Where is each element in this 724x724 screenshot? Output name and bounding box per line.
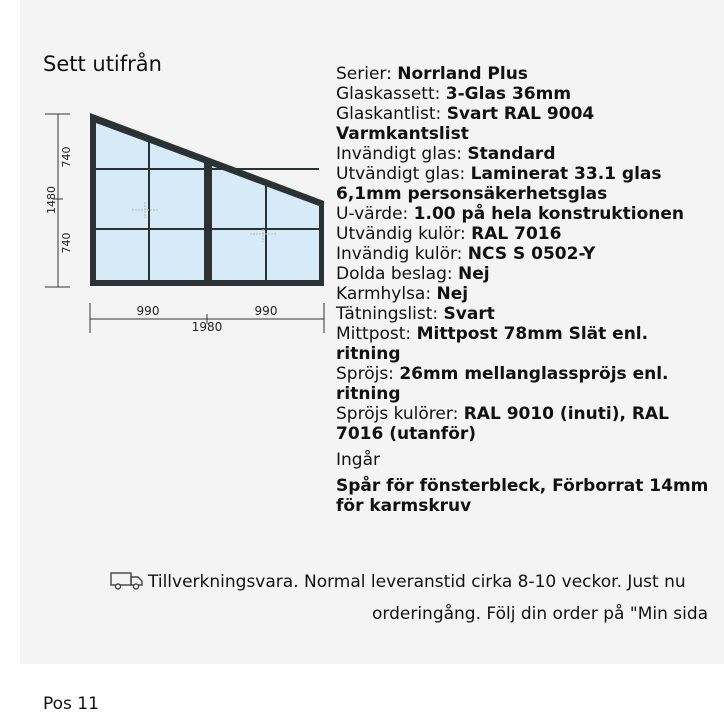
spec-row <box>336 104 716 144</box>
spec-row <box>336 164 716 204</box>
spec-value: Svart <box>443 304 495 324</box>
delivery-line-2: orderingång. Följ din order på "Min sida <box>372 604 709 624</box>
spec-label: Invändig kulör: <box>336 244 468 264</box>
center-post <box>204 160 212 286</box>
spec-value: RAL 7016 <box>471 224 562 244</box>
spec-label: Karmhylsa: <box>336 284 437 304</box>
height-top-label: 740 <box>60 146 73 168</box>
spec-value: Norrland Plus <box>397 64 528 84</box>
included-title: Ingår <box>336 450 380 470</box>
spec-row <box>336 364 716 404</box>
spec-label: Serier: <box>336 64 398 84</box>
spec-label: Tätningslist: <box>336 304 444 324</box>
spec-row <box>336 204 716 224</box>
spec-row <box>336 224 716 244</box>
delivery-truck-icon <box>110 570 144 590</box>
spec-value: NCS S 0502-Y <box>467 244 596 264</box>
spec-value: Nej <box>436 284 469 304</box>
height-bottom-label: 740 <box>60 232 73 254</box>
delivery-notice <box>110 566 708 630</box>
window-drawing <box>40 100 330 340</box>
spec-label: Utvändig kulör: <box>336 224 472 244</box>
spec-label: Spröjs kulörer: <box>336 404 464 424</box>
position-label: Pos 11 <box>43 694 99 714</box>
width-total-label: 1980 <box>191 320 223 334</box>
height-total-label: 1480 <box>45 186 58 214</box>
window-frame <box>90 113 324 286</box>
spec-label: Mittpost: <box>336 324 417 344</box>
spec-label: Utvändigt glas: <box>336 164 471 184</box>
spec-label: Invändigt glas: <box>336 144 468 164</box>
spec-value: RAL 9010 (inuti), RAL 7016 (utanför) <box>336 404 669 444</box>
spec-row <box>336 264 716 284</box>
spec-value: Standard <box>467 144 556 164</box>
width-right-label: 990 <box>254 304 278 318</box>
spec-label: Dolda beslag: <box>336 264 458 284</box>
spec-value: Mittpost 78mm Slät enl. ritning <box>336 324 649 364</box>
view-title: Sett utifrån <box>43 52 162 76</box>
spec-row <box>336 324 716 364</box>
spec-row <box>336 284 716 304</box>
spec-row <box>336 304 716 324</box>
spec-row <box>336 64 716 84</box>
spec-row <box>336 244 716 264</box>
spec-label: Glaskantlist: <box>336 104 447 124</box>
width-left-label: 990 <box>136 304 160 318</box>
spec-row <box>336 404 716 444</box>
spec-label: Glaskassett: <box>336 84 446 104</box>
spec-value: 1.00 på hela konstruktionen <box>413 204 684 224</box>
spec-row <box>336 84 716 104</box>
delivery-line-1: Tillverkningsvara. Normal leveranstid cirka 8-10 veckor. Just nu <box>148 572 686 592</box>
spec-label: U-värde: <box>336 204 414 224</box>
spec-value: Svart RAL 9004 Varmkantslist <box>336 104 595 144</box>
spec-value: 3-Glas 36mm <box>445 84 572 104</box>
spec-list <box>336 64 716 516</box>
included-value: Spår för fönsterbleck, Förborrat 14mm för karmskruv <box>336 476 709 516</box>
spec-value: Nej <box>458 264 490 284</box>
spec-label: Spröjs: <box>336 364 400 384</box>
spec-value: Laminerat 33.1 glas 6,1mm personsäkerhetsglas <box>336 164 662 204</box>
spec-row <box>336 144 716 164</box>
spec-value: 26mm mellanglasspröjs enl. ritning <box>336 364 669 404</box>
